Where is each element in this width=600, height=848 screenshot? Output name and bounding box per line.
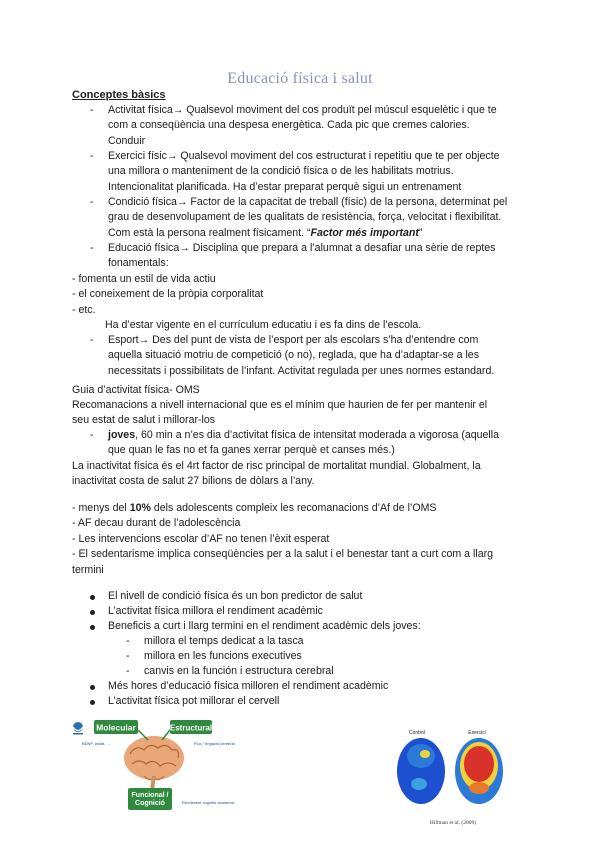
definition-line: una millora o manteniment de la condició física o de les habilitats motrius. xyxy=(108,165,454,178)
bullet-text: L’activitat física millora el rendiment acadèmic xyxy=(108,605,323,617)
dash-marker: - xyxy=(90,242,94,254)
fact-item: termini xyxy=(72,563,104,576)
definition-line: grau de desenvolupament de les qualitats de resistència, força, velocitat i flexibilitat. xyxy=(108,211,502,224)
bullet-dot xyxy=(90,610,95,615)
dash-marker: - xyxy=(126,665,130,677)
scan-caption: Hillman et al. (2009) xyxy=(429,820,477,826)
bullet-text: Més hores d’educació física milloren el rendiment acadèmic xyxy=(108,680,389,692)
definition-line: Exercici físic→ Qualsevol moviment del cos estructurat i repetitiu que te per objecte xyxy=(108,150,500,162)
dash-marker: - xyxy=(90,196,94,208)
scan-right xyxy=(455,738,503,804)
sub-text: millora en les funcions executives xyxy=(144,650,302,662)
bullet-dot xyxy=(90,685,95,690)
fact-item: - AF decau durant de l’adolescència xyxy=(72,517,241,530)
guia-line: Recomanacions a nivell internacional que es el mínim que haurien de fer per mantenir el xyxy=(72,399,488,411)
definition-line: necessitats i possibilitats de l’infant. Activitat regulada per unes normes estandard. xyxy=(108,364,495,377)
definition-italic: Factor més important xyxy=(310,226,419,239)
joves-text: , 60 min a n’es dia d’activitat física de intensitat moderada a vigorosa (aquella xyxy=(135,429,500,441)
definition-line: com a conseqüència una despesa energètica. Cada pic que cremes calories. xyxy=(108,119,470,132)
brain-icon xyxy=(124,736,184,790)
ef-list xyxy=(72,272,532,318)
definition-line: Activitat física→ Qualsevol moviment del cos produït pel múscul esquelètic i que te xyxy=(108,104,497,116)
definition-line: aquella situació motriu de competició (o no), reglada, que ha d’adaptar-se a les xyxy=(108,349,479,362)
dash-marker: - xyxy=(90,334,94,346)
scan-label-right: Exercici xyxy=(468,730,486,736)
fact-item: - Les intervencions escolar d’AF no tenen l’èxit esperat xyxy=(72,532,330,545)
inactivitat-text xyxy=(72,459,532,490)
inactivitat-line: La inactivitat física és el 4rt factor de risc principal de mortalitat mundial. Globalment, la xyxy=(72,460,481,472)
scan-label-left: Control xyxy=(408,730,426,736)
definition-close: ” xyxy=(418,226,423,239)
sub-text: canvis en la función i estructura cerebral xyxy=(144,665,334,677)
logo-icon xyxy=(73,722,83,735)
bullet-text: El nivell de condició física és un bon predictor de salut xyxy=(108,590,363,602)
brain-scan-figure xyxy=(395,726,511,828)
dash-marker: - xyxy=(90,429,94,441)
definition-line xyxy=(108,226,530,241)
bullet-dot xyxy=(90,625,95,630)
note-right: Flux / Irrigació cerebral xyxy=(194,741,235,746)
note-left: BDNF, lactat, … xyxy=(82,741,111,746)
dash-marker: - xyxy=(126,650,130,662)
definition-line: fonamentals: xyxy=(108,257,169,270)
section-heading: Conceptes bàsics xyxy=(72,89,166,101)
page-title: Educació física i salut xyxy=(227,70,373,87)
bullet-text: Beneficis a curt i llarg termini en el rendiment acadèmic dels joves: xyxy=(108,620,421,632)
ef-list-item: - el coneixement de la pròpia corporalitat xyxy=(72,288,264,301)
bullet-text: L’activitat física pot millorar el cervell xyxy=(108,695,280,707)
joves-line: que quan le fas no et fa ganes xerrar perquè et canses més.) xyxy=(108,444,395,457)
funcional-label: Funcional / Cognició xyxy=(131,792,169,807)
facts-list xyxy=(72,501,532,578)
brain-diagram-figure xyxy=(70,718,236,822)
definition-line: Esport→ Des del punt de vista de l’esport per als escolars s’ha d’entendre com xyxy=(108,334,479,346)
fact-pre: - menys del xyxy=(72,502,130,514)
note-bottom: Rendiment cognitiu acadèmic xyxy=(182,800,235,805)
sub-text: millora el temps dedicat a la tasca xyxy=(144,635,304,647)
inactivitat-line: inactivitat costa de salut 27 bilions de dòlars a l’any. xyxy=(72,475,315,488)
fact-item: - El sedentarisme implica conseqüències per a la salut i el benestar tant a curt com a llarg xyxy=(72,548,494,561)
guia-line: seu estat de salut i millorar-los xyxy=(72,414,216,427)
definition-text: Com està la persona realment físicament. “ xyxy=(108,226,311,239)
estructural-label: Estructural xyxy=(169,723,213,733)
definition-line: Intencionalitat planificada. Ha d’estar preparat perquè sigui un entrenament xyxy=(108,180,462,193)
dash-marker: - xyxy=(90,104,94,116)
definition-line: Conduir xyxy=(108,134,146,147)
molecular-label: Molecular xyxy=(96,722,136,733)
ef-list-item: - etc. xyxy=(72,303,96,316)
joves-bold: joves xyxy=(108,429,136,441)
fact-bold: 10% xyxy=(129,502,151,514)
guia-title: Guia d’activitat física- OMS xyxy=(72,384,200,396)
guia-text xyxy=(72,398,532,429)
dash-marker: - xyxy=(90,150,94,162)
definition-line: Condició física→ Factor de la capacitat de treball (físic) de la persona, determinat pel xyxy=(108,196,508,208)
bullet-dot xyxy=(90,595,95,600)
definition-line: Educació física→ Disciplina que prepara a l’alumnat a desafiar una sèrie de reptes xyxy=(108,242,496,254)
ef-note: Ha d’estar vigente en el currículum educatiu i es fa dins de l’escola. xyxy=(105,319,422,331)
scan-left xyxy=(397,738,445,804)
dash-marker: - xyxy=(126,635,130,647)
bullet-dot xyxy=(90,700,95,705)
ef-list-item: - fomenta un estil de vida actiu xyxy=(72,273,216,285)
fact-post: dels adolescents compleix les recomanacions d’Af de l’OMS xyxy=(150,502,437,514)
